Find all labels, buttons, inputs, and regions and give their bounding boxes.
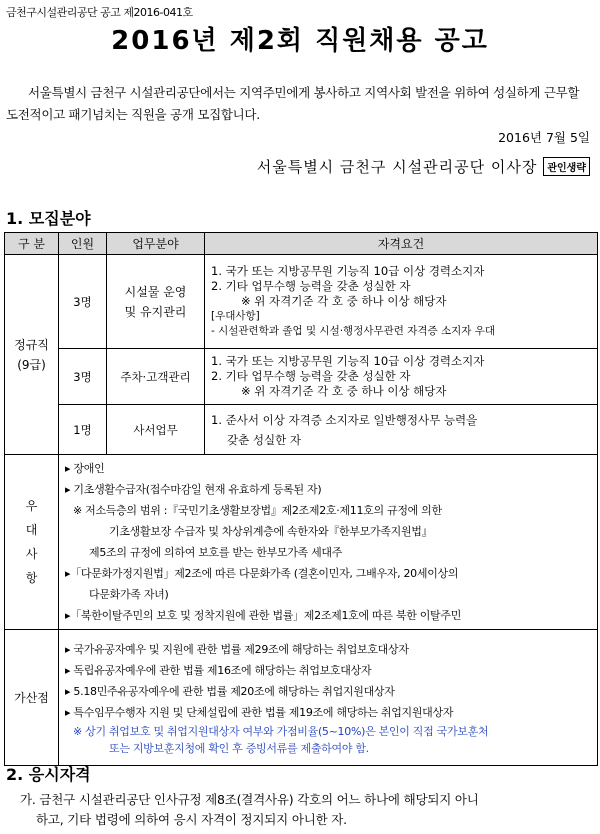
preference-label-char: 우 [25, 499, 38, 513]
requirement-note: ※ 위 자격기준 각 호 중 하나 이상 해당자 [241, 294, 447, 308]
preference-item-cont: 다문화가족 자녀) [89, 588, 169, 601]
page-title: 2016년 제2회 직원채용 공고 [111, 26, 489, 56]
bonus-row [5, 630, 598, 766]
bonus-note: ※ 상기 취업보호 및 취업지원대상자 여부와 가점비율(5~10%)은 본인이 직접 국가보훈처 [73, 724, 489, 738]
bonus-label-cell: 가산점 [5, 630, 59, 766]
qualification-item: 가. 금천구 시설관리공단 인사규정 제8조(결격사유) 각호의 어느 하나에 해당되지 아니 [20, 792, 479, 807]
bonus-item: ▸ 독립유공자예우에 관한 법률 제16조에 해당하는 취업보호대상자 [65, 663, 372, 677]
preference-note-cont: 제5조의 규정에 의하여 보호를 받는 한부모가족 세대주 [89, 546, 343, 559]
section-heading-qualification: 2. 응시자격 [6, 765, 91, 784]
bonus-item: ▸ 특수임무수행자 지원 및 단체설립에 관한 법률 제19조에 해당하는 취업지원대상자 [65, 705, 454, 719]
preference-label-char: 대 [25, 523, 38, 537]
seal-stamp: 관인생략 [543, 157, 590, 176]
preference-label-char: 항 [25, 571, 38, 585]
notice-date: 2016년 7월 5일 [498, 130, 590, 145]
duty-cell: 사서업무 [107, 405, 205, 455]
notice-number: 금천구시설관리공단 공고 제2016-041호 [6, 6, 193, 19]
bonus-item: ▸ 5.18민주유공자예우에 관한 법률 제20조에 해당하는 취업지원대상자 [65, 684, 395, 698]
requirement-line: 2. 기타 업무수행 능력을 갖춘 성실한 자 [211, 279, 411, 293]
signature-block [257, 156, 590, 177]
duty-cell: 주차·고객관리 [107, 349, 205, 405]
qualification-text [6, 790, 592, 830]
table-row [5, 255, 598, 349]
col-header-type: 구 분 [5, 233, 59, 255]
bonus-content [59, 630, 598, 766]
count-cell: 3명 [59, 255, 107, 349]
preference-note: ※ 저소득층의 범위 :『국민기초생활보장법』제2조제2호·제11호의 규정에 의한 [73, 504, 442, 517]
bonus-item: ▸ 국가유공자예우 및 지원에 관한 법률 제29조에 해당하는 취업보호대상자 [65, 642, 409, 656]
requirements-cell [205, 405, 598, 455]
qualification-item-cont: 하고, 기타 법령에 의하여 응시 자격이 정지되지 아니한 자. [36, 812, 347, 827]
requirement-note: ※ 위 자격기준 각 호 중 하나 이상 해당자 [241, 384, 447, 398]
requirement-line: 1. 국가 또는 지방공무원 기능직 10급 이상 경력소지자 [211, 264, 485, 278]
col-header-count: 인원 [59, 233, 107, 255]
preference-label-cell [5, 455, 59, 630]
preference-content [59, 455, 598, 630]
table-row [5, 405, 598, 455]
preference-item: ▸「북한이탈주민의 보호 및 정착지원에 관한 법률」제2조제1호에 따른 북한 이탈주민 [65, 609, 462, 622]
duty-cell: 시설물 운영 및 유지관리 [107, 255, 205, 349]
signatory-name: 서울특별시 금천구 시설관리공단 이사장 [256, 158, 538, 176]
requirements-cell [205, 255, 598, 349]
requirement-line: 1. 국가 또는 지방공무원 기능직 10급 이상 경력소지자 [211, 354, 485, 368]
preference-line: - 시설관련학과 졸업 및 시설·행정사무관련 자격증 소지자 우대 [211, 325, 496, 337]
preference-note-cont: 기초생활보장 수급자 및 차상위계층에 속한자와『한부모가족지원법』 [109, 525, 433, 538]
requirement-line: 2. 기타 업무수행 능력을 갖춘 성실한 자 [211, 369, 411, 383]
requirements-cell [205, 349, 598, 405]
bonus-note-cont: 또는 지방보훈지청에 확인 후 증빙서류를 제출하여야 함. [109, 741, 369, 755]
preference-item: ▸ 장애인 [65, 462, 105, 475]
col-header-requirements: 자격요건 [205, 233, 598, 255]
category-cell: 정규직 (9급) [5, 255, 59, 455]
requirement-line: 갖춘 성실한 자 [227, 432, 301, 447]
intro-paragraph: 서울특별시 금천구 시설관리공단에서는 지역주민에게 봉사하고 지역사회 발전을 위하여 성실하게 근무할 도전적이고 패기넘치는 직원을 공개 모집합니다. [6, 85, 580, 122]
count-cell: 1명 [59, 405, 107, 455]
preference-label-char: 사 [25, 547, 38, 561]
preference-label: [우대사항] [211, 310, 260, 322]
preference-item: ▸ 기초생활수급자(접수마감일 현재 유효하게 등록된 자) [65, 483, 322, 496]
preference-item: ▸「다문화가정지원법」제2조에 따른 다문화가족 (결혼이민자, 그배우자, 20세이상의 [65, 567, 459, 580]
section-heading-recruitment: 1. 모집분야 [6, 209, 91, 228]
preference-row [5, 455, 598, 630]
count-cell: 3명 [59, 349, 107, 405]
table-header-row [5, 233, 598, 255]
recruitment-table [4, 232, 598, 766]
col-header-duty: 업무분야 [107, 233, 205, 255]
requirement-line: 1. 준사서 이상 자격증 소지자로 일반행정사무 능력을 [211, 412, 478, 427]
table-row [5, 349, 598, 405]
